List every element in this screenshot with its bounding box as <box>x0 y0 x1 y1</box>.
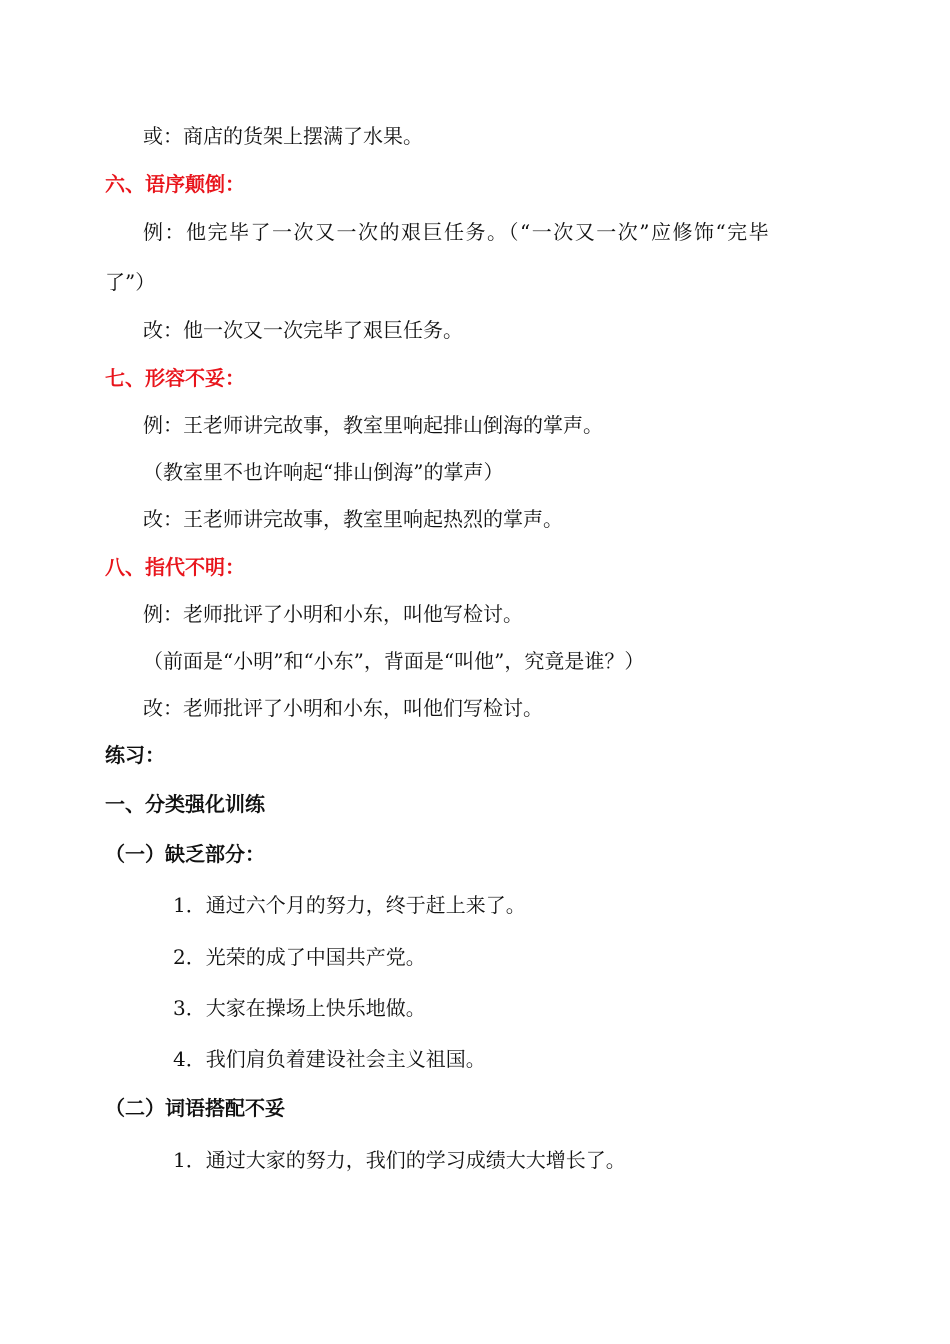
section6-revision: 改：他一次又一次完毕了艰巨任务。 <box>143 318 463 342</box>
section8-example: 例：老师批评了小明和小东，叫他写检讨。 <box>143 602 523 626</box>
section7-example: 例：王老师讲完故事，教室里响起排山倒海的掌声。 <box>143 413 603 437</box>
group1-item: 2．光荣的成了中国共产党。 <box>173 945 426 969</box>
section8-note: （前面是“小明”和“小东”，背面是“叫他”，究竟是谁？） <box>143 649 645 673</box>
section6-example-line1: 例：他完毕了一次又一次的艰巨任务。（“一次又一次”应修饰“完毕 <box>143 220 771 244</box>
group2-title: （二）词语搭配不妥 <box>105 1096 285 1120</box>
section7-revision: 改：王老师讲完故事，教室里响起热烈的掌声。 <box>143 507 563 531</box>
section7-note: （教室里不也许响起“排山倒海”的掌声） <box>143 460 504 484</box>
group1-title: （一）缺乏部分： <box>105 842 265 866</box>
group2-item: 1．通过大家的努力，我们的学习成绩大大增长了。 <box>173 1148 626 1172</box>
group1-item: 1．通过六个月的努力，终于赶上来了。 <box>173 893 526 917</box>
exercise-part1-title: 一、分类强化训练 <box>105 792 265 816</box>
section7-heading: 七、形容不妥： <box>105 366 245 390</box>
section5-revision: 或：商店的货架上摆满了水果。 <box>143 124 423 148</box>
group1-item: 3．大家在操场上快乐地做。 <box>173 996 426 1020</box>
section8-heading: 八、指代不明： <box>105 555 245 579</box>
section6-example-line2: 了”） <box>105 270 156 294</box>
group1-item: 4．我们肩负着建设社会主义祖国。 <box>173 1047 486 1071</box>
exercise-title: 练习： <box>105 743 165 767</box>
section8-revision: 改：老师批评了小明和小东，叫他们写检讨。 <box>143 696 543 720</box>
section6-heading: 六、语序颠倒： <box>105 172 245 196</box>
